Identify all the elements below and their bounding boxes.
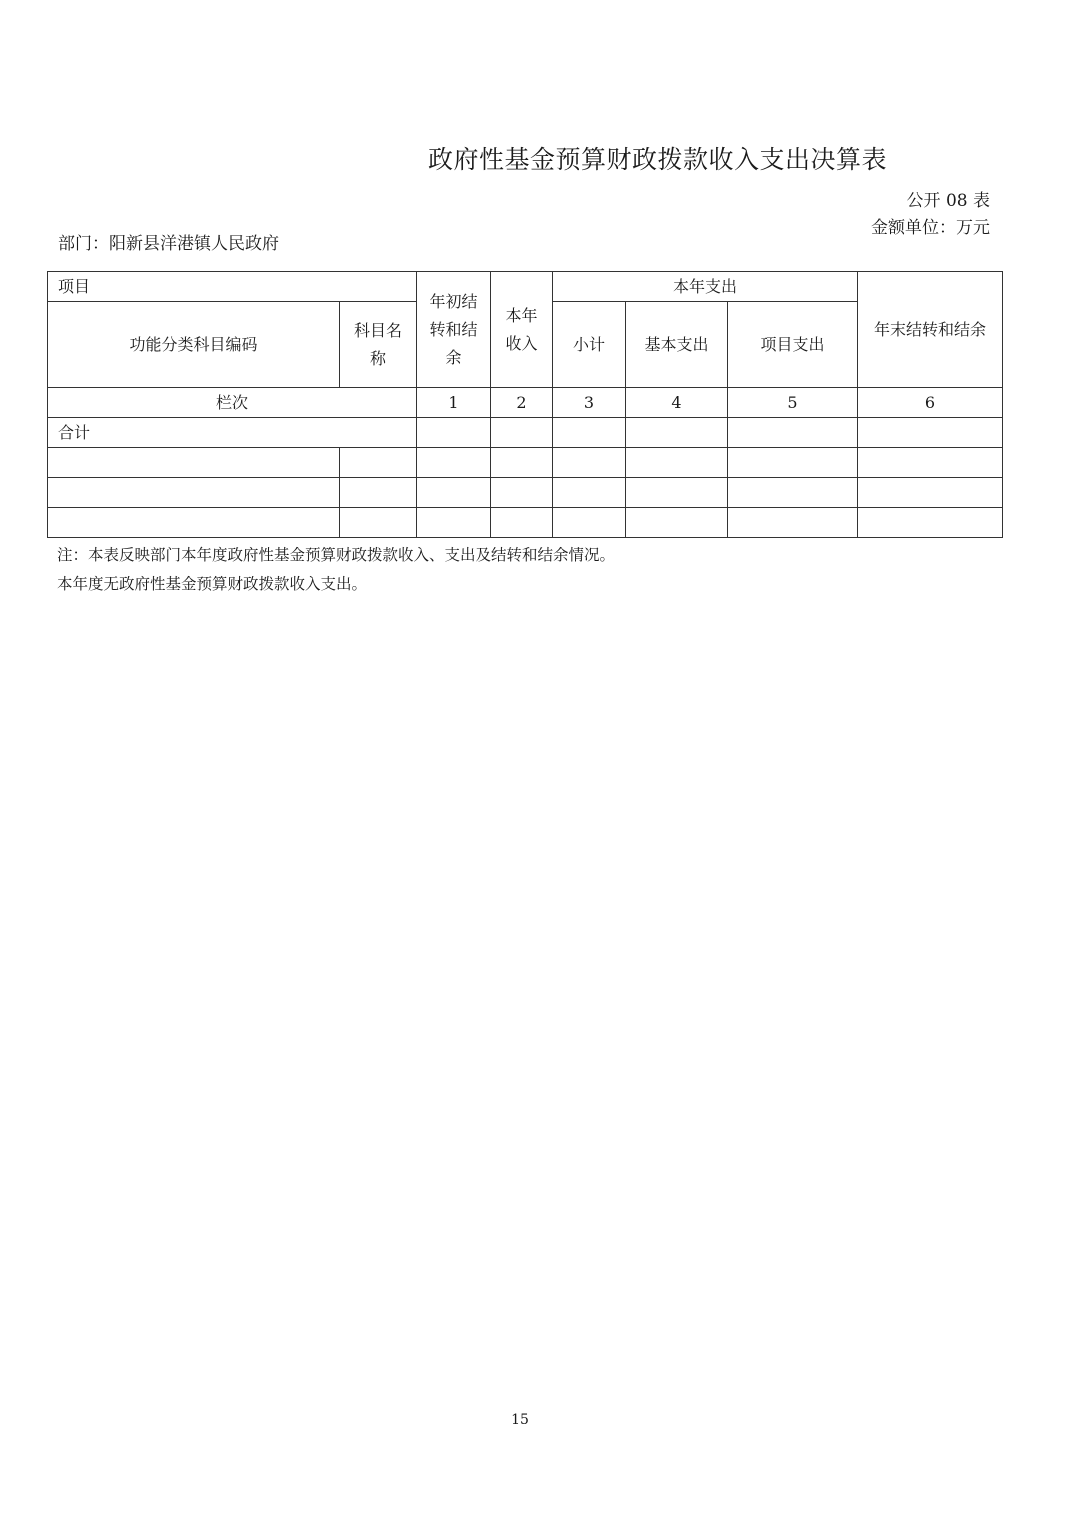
table-cell	[626, 478, 728, 508]
table-cell	[491, 448, 553, 478]
table-cell	[728, 448, 858, 478]
index-col-1: 1	[417, 388, 491, 418]
header-end-balance: 年末结转和结余	[858, 272, 1003, 388]
table-cell	[340, 478, 417, 508]
table-cell	[858, 448, 1003, 478]
index-col-2: 2	[491, 388, 553, 418]
document-title: 政府性基金预算财政拨款收入支出决算表	[428, 145, 888, 174]
header-subject-name: 科目名称	[340, 302, 417, 388]
table-cell	[553, 478, 626, 508]
table-cell	[417, 418, 491, 448]
table-cell	[340, 448, 417, 478]
department-label: 部门：阳新县洋港镇人民政府	[58, 234, 279, 254]
table-row	[48, 508, 1003, 538]
table-cell	[626, 418, 728, 448]
page-number: 15	[511, 1412, 529, 1428]
header-func-code: 功能分类科目编码	[48, 302, 340, 388]
index-row	[48, 388, 1003, 418]
table-cell	[48, 478, 340, 508]
table-cell	[491, 418, 553, 448]
amount-unit-label: 金额单位：万元	[871, 218, 990, 238]
no-data-note: 本年度无政府性基金预算财政拨款收入支出。	[57, 575, 368, 593]
table-cell	[48, 448, 340, 478]
table-cell	[858, 478, 1003, 508]
table-cell	[728, 508, 858, 538]
table-cell	[626, 508, 728, 538]
index-col-6: 6	[858, 388, 1003, 418]
header-year-income: 本年收入	[491, 272, 553, 388]
table-cell	[728, 478, 858, 508]
table-row	[48, 478, 1003, 508]
table-row	[48, 448, 1003, 478]
table-code: 公开 08 表	[906, 191, 990, 211]
table-cell	[417, 448, 491, 478]
header-project-expense: 项目支出	[728, 302, 858, 388]
total-label: 合计	[48, 418, 417, 448]
header-basic-expense: 基本支出	[626, 302, 728, 388]
table-cell	[728, 418, 858, 448]
index-col-5: 5	[728, 388, 858, 418]
budget-table	[47, 271, 1003, 538]
table-cell	[553, 508, 626, 538]
header-begin-balance: 年初结转和结余	[417, 272, 491, 388]
table-cell	[553, 448, 626, 478]
total-row	[48, 418, 1003, 448]
index-col-3: 3	[553, 388, 626, 418]
table-cell	[491, 478, 553, 508]
table-cell	[48, 508, 340, 538]
table-cell	[858, 418, 1003, 448]
header-subtotal: 小计	[553, 302, 626, 388]
table-cell	[858, 508, 1003, 538]
table-cell	[417, 478, 491, 508]
table-note: 注：本表反映部门本年度政府性基金预算财政拨款收入、支出及结转和结余情况。	[57, 546, 616, 564]
table-cell	[491, 508, 553, 538]
table-cell	[340, 508, 417, 538]
header-item: 项目	[48, 272, 417, 302]
table-cell	[417, 508, 491, 538]
table-cell	[553, 418, 626, 448]
header-year-expense: 本年支出	[553, 272, 858, 302]
index-label: 栏次	[48, 388, 417, 418]
index-col-4: 4	[626, 388, 728, 418]
table-cell	[626, 448, 728, 478]
